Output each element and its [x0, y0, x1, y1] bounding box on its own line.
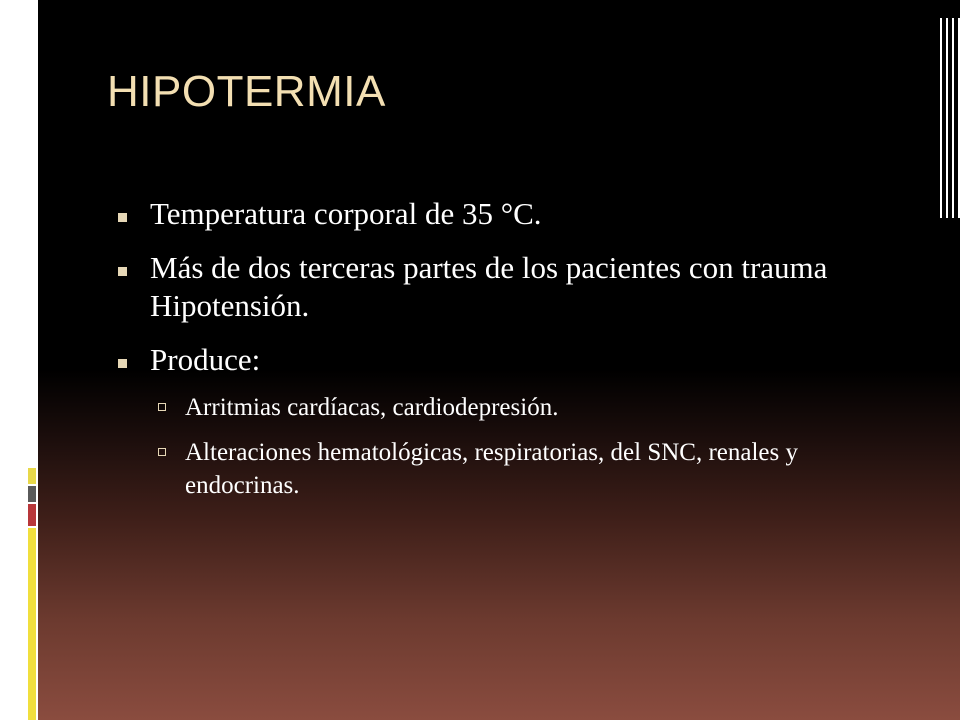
square-bullet-icon [118, 359, 127, 368]
sub-bullet-text: Arritmias cardíacas, cardiodepresión. [185, 394, 559, 421]
bullet-item [112, 195, 912, 233]
bullet-text: Más de dos terceras partes de los pacientes con trauma Hipotensión. [150, 250, 828, 323]
decorative-line [940, 18, 942, 218]
left-decorative-band [0, 0, 38, 720]
sub-bullet-list [150, 391, 912, 502]
bullet-item [112, 249, 912, 325]
accent-stripe-gray [28, 486, 36, 502]
decorative-line [946, 18, 948, 218]
accent-stripe-red [28, 504, 36, 526]
accent-stripe-yellow-long [28, 528, 36, 720]
sub-bullet-text: Alteraciones hematológicas, respiratorias, del SNC, renales y endocrinas. [185, 439, 799, 499]
sub-bullet-item [150, 436, 912, 502]
square-bullet-icon [118, 213, 127, 222]
bullet-text: Produce: [150, 342, 261, 377]
bullet-item [112, 341, 912, 502]
accent-stripe-yellow [28, 468, 36, 484]
slide-title: HIPOTERMIA [107, 67, 386, 116]
square-bullet-icon [118, 267, 127, 276]
right-decorative-lines [940, 18, 960, 218]
bullet-list [112, 195, 912, 518]
decorative-line [952, 18, 954, 218]
hollow-square-bullet-icon [158, 403, 166, 411]
hollow-square-bullet-icon [158, 448, 166, 456]
bullet-text: Temperatura corporal de 35 °C. [150, 196, 542, 231]
sub-bullet-item [150, 391, 912, 424]
